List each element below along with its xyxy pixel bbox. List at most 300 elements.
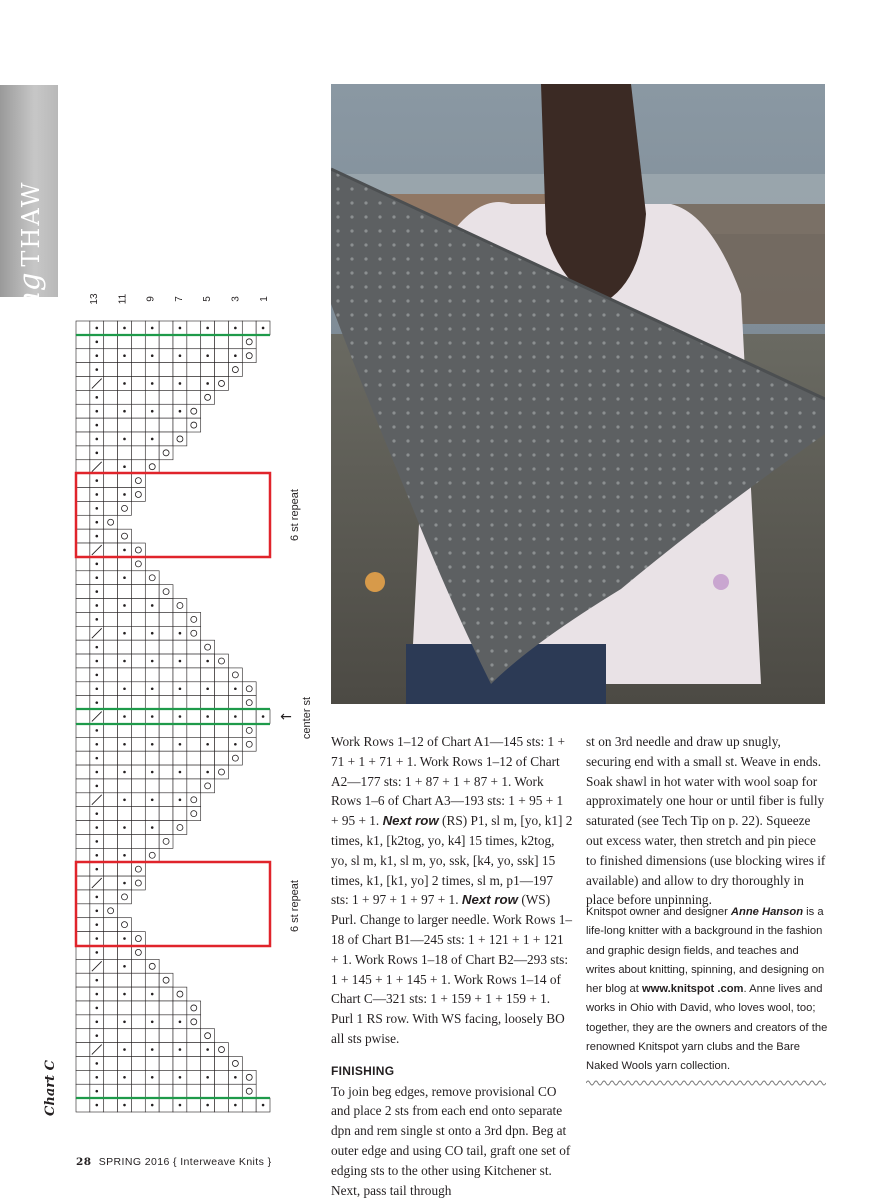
purl-symbol [151, 604, 154, 607]
purl-symbol [95, 771, 98, 774]
chart-cell [215, 751, 229, 765]
chart-cell [76, 432, 90, 446]
chart-cell [104, 488, 118, 502]
chart-cell [242, 696, 256, 710]
purl-symbol [206, 327, 209, 330]
purl-symbol [95, 327, 98, 330]
chart-cell [104, 1070, 118, 1084]
instructions-segment: Next row [461, 892, 518, 908]
purl-symbol [151, 354, 154, 357]
instructions-segment: Work Rows 1–12 of Chart A1—145 sts: 1 + 71 + 1 + 71 + 1. Work Rows 1–12 of Chart A2—177 sts: 1 + 87 + 1 + 87 + 1. Work Rows 1–6 of Chart A3—193 sts: 1 + 95 + 1 + 95 + 1. [331, 734, 565, 829]
bio-segment: www.knitspot .com [641, 983, 744, 996]
knitting-chart [0, 0, 330, 1130]
purl-symbol [206, 382, 209, 385]
chart-cell [131, 807, 145, 821]
instructions-column-2 [586, 732, 828, 910]
row-number-label: 7 [173, 296, 185, 302]
row-number-label: 13 [89, 293, 100, 305]
purl-symbol [95, 576, 98, 579]
chart-cell [131, 474, 145, 488]
purl-symbol [123, 771, 126, 774]
row-number-label: 1 [258, 296, 270, 302]
chart-cell [104, 1029, 118, 1043]
chart-cell [228, 696, 242, 710]
chart-cell [173, 418, 187, 432]
purl-symbol [206, 715, 209, 718]
purl-symbol [206, 1076, 209, 1079]
chart-cell [215, 1070, 229, 1084]
chart-cell [104, 1084, 118, 1098]
purl-symbol [234, 1076, 237, 1079]
chart-cell [76, 363, 90, 377]
chart-cell [215, 668, 229, 682]
chart-cell [159, 1084, 173, 1098]
purl-symbol [95, 674, 98, 677]
chart-cell [159, 1098, 173, 1112]
chart-cell [131, 987, 145, 1001]
chart-cell [187, 1029, 201, 1043]
chart-cell [131, 834, 145, 848]
finishing-paragraph: To join beg edges, remove provisional CO and place 2 sts from each end onto separate dpn and rem single st onto a 3rd dpn. Beg at outer edge and using CO tail, graft one set of edging sts to the other using Kitchener st. Next, pass tail through [331, 1083, 571, 1198]
chart-cell [215, 349, 229, 363]
chart-cell [118, 696, 132, 710]
purl-symbol [151, 632, 154, 635]
chart-cell [131, 932, 145, 946]
chart-cell [159, 404, 173, 418]
chart-cell [159, 1070, 173, 1084]
chart-cell [76, 1070, 90, 1084]
chart-cell [104, 446, 118, 460]
chart-cell [76, 404, 90, 418]
chart-cell [159, 585, 173, 599]
chart-cell [159, 710, 173, 724]
purl-symbol [95, 854, 98, 857]
purl-symbol [179, 1076, 182, 1079]
purl-symbol [206, 1104, 209, 1107]
chart-cell [159, 599, 173, 613]
chart-cell [159, 377, 173, 391]
chart-cell [131, 418, 145, 432]
row-number-label: 11 [117, 293, 129, 305]
chart-cell [131, 363, 145, 377]
chart-cell [173, 696, 187, 710]
chart-cell [118, 529, 132, 543]
chart-title: Chart C [43, 1060, 58, 1116]
chart-cell [131, 668, 145, 682]
purl-symbol [95, 521, 98, 524]
purl-symbol [179, 715, 182, 718]
chart-cell [159, 682, 173, 696]
chart-cell [159, 349, 173, 363]
chart-cell [118, 723, 132, 737]
purl-symbol [95, 410, 98, 413]
chart-cell [228, 668, 242, 682]
chart-cell [242, 723, 256, 737]
chart-cell [104, 640, 118, 654]
chart-cell [76, 1043, 90, 1057]
purl-symbol [123, 743, 126, 746]
chart-cell [131, 793, 145, 807]
chart-cell [215, 1084, 229, 1098]
chart-cell [145, 1001, 159, 1015]
purl-symbol [206, 660, 209, 663]
chart-cell [118, 1029, 132, 1043]
chart-cell [242, 1098, 256, 1112]
chart-cell [131, 640, 145, 654]
chart-cell [131, 1070, 145, 1084]
purl-symbol [179, 382, 182, 385]
chart-cell [242, 710, 256, 724]
chart-cell [159, 612, 173, 626]
purl-symbol [151, 1020, 154, 1023]
purl-symbol [95, 535, 98, 538]
chart-cell [76, 654, 90, 668]
chart-cell [159, 668, 173, 682]
chart-cell [187, 418, 201, 432]
chart-cell [118, 1056, 132, 1070]
chart-cell [173, 668, 187, 682]
purl-symbol [151, 660, 154, 663]
purl-symbol [123, 798, 126, 801]
chart-cell [118, 446, 132, 460]
chart-cell [118, 751, 132, 765]
chart-cell [145, 668, 159, 682]
chart-cell [131, 654, 145, 668]
chart-cell [145, 1084, 159, 1098]
chart-cell [187, 363, 201, 377]
chart-cell [104, 335, 118, 349]
chart-cell [131, 765, 145, 779]
chart-cell [215, 696, 229, 710]
center-stitch-label: center st [301, 696, 313, 740]
chart-cell [76, 876, 90, 890]
chart-cell [76, 821, 90, 835]
instructions-segment: Next row [382, 813, 439, 829]
chart-cell [104, 612, 118, 626]
chart-cell [187, 1015, 201, 1029]
chart-cell [104, 959, 118, 973]
chart-cell [104, 710, 118, 724]
chart-cell [201, 335, 215, 349]
chart-cell [76, 932, 90, 946]
bio-segment: is a life-long knitter with a background in the fashion and graphic design fields, and teaches and writes about knitting, spinning, and designing on her blog at [586, 906, 825, 996]
chart-cell [131, 723, 145, 737]
chart-cell [104, 557, 118, 571]
purl-symbol [123, 465, 126, 468]
purl-symbol [234, 743, 237, 746]
chart-cell [76, 543, 90, 557]
chart-cell [118, 862, 132, 876]
purl-symbol [123, 1104, 126, 1107]
purl-symbol [123, 438, 126, 441]
chart-cell [131, 460, 145, 474]
center-arrow-icon: ← [280, 709, 292, 725]
chart-cell [215, 1043, 229, 1057]
chart-cell [131, 821, 145, 835]
chart-cell [104, 321, 118, 335]
purl-symbol [95, 646, 98, 649]
chart-cell [159, 973, 173, 987]
chart-cell [173, 821, 187, 835]
chart-cell [76, 959, 90, 973]
purl-symbol [95, 979, 98, 982]
chart-cell [242, 349, 256, 363]
chart-cell [173, 432, 187, 446]
chart-cell [159, 432, 173, 446]
chart-cell [76, 862, 90, 876]
repeat-label: 6 st repeat [289, 489, 301, 541]
chart-cell [159, 821, 173, 835]
chart-cell [76, 945, 90, 959]
chart-cell [76, 626, 90, 640]
purl-symbol [151, 1048, 154, 1051]
chart-cell [159, 1015, 173, 1029]
purl-symbol [151, 382, 154, 385]
chart-cell [76, 1098, 90, 1112]
chart-cell [76, 751, 90, 765]
chart-cell [187, 626, 201, 640]
chart-cell [131, 1043, 145, 1057]
chart-cell [104, 696, 118, 710]
chart-cell [187, 682, 201, 696]
chart-cell [118, 973, 132, 987]
chart-cell [201, 751, 215, 765]
chart-cell [187, 807, 201, 821]
purl-symbol [95, 785, 98, 788]
chart-cell [131, 543, 145, 557]
chart-cell [159, 654, 173, 668]
chart-cell [104, 807, 118, 821]
bio-segment: Knitspot owner and designer [586, 906, 731, 918]
purl-symbol [123, 993, 126, 996]
designer-bio [586, 903, 830, 1077]
chart-cell [159, 834, 173, 848]
chart-cell [215, 377, 229, 391]
purl-symbol [95, 687, 98, 690]
chart-cell [187, 377, 201, 391]
purl-symbol [262, 1104, 265, 1107]
purl-symbol [95, 590, 98, 593]
purl-symbol [95, 840, 98, 843]
chart-cell [159, 751, 173, 765]
chart-cell [187, 779, 201, 793]
chart-cell [76, 1001, 90, 1015]
purl-symbol [123, 1020, 126, 1023]
purl-symbol [95, 424, 98, 427]
chart-cell [201, 668, 215, 682]
chart-cell [131, 848, 145, 862]
purl-symbol [123, 937, 126, 940]
chart-cell [187, 668, 201, 682]
chart-cell [159, 640, 173, 654]
purl-symbol [179, 660, 182, 663]
chart-cell [104, 432, 118, 446]
chart-cell [242, 737, 256, 751]
chart-cell [187, 654, 201, 668]
chart-cell [131, 446, 145, 460]
purl-symbol [151, 798, 154, 801]
chart-cell [76, 1056, 90, 1070]
chart-cell [215, 335, 229, 349]
chart-cell [131, 1098, 145, 1112]
chart-cell [76, 904, 90, 918]
chart-cell [159, 779, 173, 793]
chart-cell [201, 1084, 215, 1098]
purl-symbol [151, 993, 154, 996]
chart-cell [145, 446, 159, 460]
chart-cell [131, 557, 145, 571]
bio-segment: . Anne lives and works in Ohio with David, who loves wool, too; together, they are the owners and creators of the renowned Knitspot yarn clubs and the Bare Naked Wools yarn collection. [586, 983, 828, 1073]
purl-symbol [95, 951, 98, 954]
purl-symbol [179, 687, 182, 690]
repeat-label: 6 st repeat [289, 880, 301, 932]
chart-cell [145, 1056, 159, 1070]
chart-cell [145, 335, 159, 349]
chart-cell [104, 571, 118, 585]
bio-segment: Anne Hanson [730, 906, 804, 918]
chart-cell [104, 918, 118, 932]
purl-symbol [95, 563, 98, 566]
chart-cell [131, 377, 145, 391]
purl-symbol [95, 354, 98, 357]
chart-cell [76, 474, 90, 488]
chart-cell [131, 862, 145, 876]
chart-cell [118, 779, 132, 793]
chart-cell [104, 474, 118, 488]
purl-symbol [151, 715, 154, 718]
chart-cell [131, 571, 145, 585]
shawl-photo [331, 84, 825, 704]
chart-cell [76, 848, 90, 862]
chart-cell [104, 529, 118, 543]
chart-cell [145, 959, 159, 973]
purl-symbol [179, 410, 182, 413]
chart-cell [76, 890, 90, 904]
chart-cell [104, 654, 118, 668]
chart-cell [76, 377, 90, 391]
chart-cell [104, 390, 118, 404]
purl-symbol [123, 632, 126, 635]
chart-cell [118, 363, 132, 377]
chart-cell [104, 1001, 118, 1015]
purl-symbol [262, 327, 265, 330]
chart-cell [118, 474, 132, 488]
chart-cell [187, 390, 201, 404]
purl-symbol [95, 438, 98, 441]
chart-cell [228, 723, 242, 737]
chart-cell [145, 418, 159, 432]
chart-cell [159, 1029, 173, 1043]
chart-cell [145, 973, 159, 987]
chart-cell [215, 654, 229, 668]
chart-cell [131, 1056, 145, 1070]
chart-cell [104, 418, 118, 432]
chart-cell [104, 1043, 118, 1057]
chart-cell [145, 585, 159, 599]
chart-cell [131, 876, 145, 890]
chart-cell [131, 1015, 145, 1029]
purl-symbol [123, 493, 126, 496]
chart-cell [145, 1029, 159, 1043]
chart-cell [104, 682, 118, 696]
issue-label: SPRING 2016 [98, 1156, 170, 1168]
purl-symbol [123, 660, 126, 663]
chart-cell [104, 626, 118, 640]
purl-symbol [95, 604, 98, 607]
chart-cell [104, 945, 118, 959]
row-number-label: 9 [145, 296, 157, 302]
purl-symbol [123, 382, 126, 385]
purl-symbol [151, 438, 154, 441]
purl-symbol [234, 715, 237, 718]
chart-cell [104, 363, 118, 377]
chart-cell [145, 460, 159, 474]
chart-cell [131, 626, 145, 640]
purl-symbol [206, 743, 209, 746]
purl-symbol [123, 604, 126, 607]
chart-cell [187, 1001, 201, 1015]
chart-cell [173, 751, 187, 765]
chart-cell [159, 418, 173, 432]
purl-symbol [123, 549, 126, 552]
chart-cell [173, 390, 187, 404]
chart-cell [104, 515, 118, 529]
chart-cell [76, 710, 90, 724]
chart-cell [76, 723, 90, 737]
chart-cell [187, 1070, 201, 1084]
chart-cell [76, 321, 90, 335]
chart-cell [104, 987, 118, 1001]
chart-cell [159, 696, 173, 710]
chart-cell [76, 1084, 90, 1098]
purl-symbol [123, 327, 126, 330]
purl-symbol [179, 1020, 182, 1023]
chart-cell [131, 585, 145, 599]
chart-cell [131, 1084, 145, 1098]
chart-cell [173, 1056, 187, 1070]
chart-cell [118, 390, 132, 404]
chart-cell [104, 1098, 118, 1112]
chart-cell [76, 779, 90, 793]
chart-cell [118, 890, 132, 904]
chart-cell [104, 904, 118, 918]
chart-cell [187, 1098, 201, 1112]
chart-cell [215, 710, 229, 724]
chart-cell [187, 793, 201, 807]
chart-cell [76, 834, 90, 848]
chart-cell [104, 932, 118, 946]
chart-cell [145, 751, 159, 765]
purl-symbol [95, 1034, 98, 1037]
purl-symbol [206, 687, 209, 690]
chart-cell [145, 390, 159, 404]
purl-symbol [234, 327, 237, 330]
chart-cell [187, 640, 201, 654]
chart-cell [242, 335, 256, 349]
purl-symbol [95, 479, 98, 482]
chart-cell [131, 737, 145, 751]
chart-cell [131, 973, 145, 987]
magazine-name: { Interweave Knits } [173, 1156, 272, 1168]
purl-symbol [95, 341, 98, 344]
purl-symbol [123, 1076, 126, 1079]
purl-symbol [95, 743, 98, 746]
chart-cell [118, 335, 132, 349]
chart-cell [131, 959, 145, 973]
chart-cell [228, 751, 242, 765]
purl-symbol [123, 826, 126, 829]
purl-symbol [179, 327, 182, 330]
